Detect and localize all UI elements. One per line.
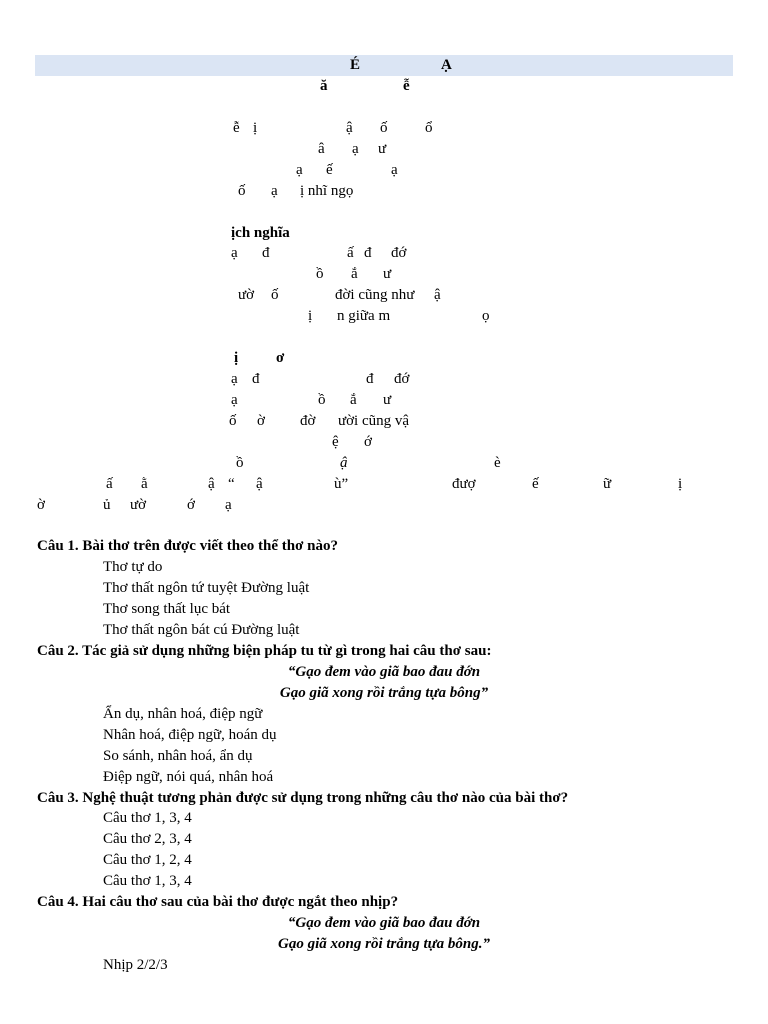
note-fragment: “ xyxy=(228,476,235,492)
poem-fragment: ờ xyxy=(257,413,265,429)
poem-fragment: ọ xyxy=(482,308,490,324)
question-2-option-b[interactable]: Nhân hoá, điệp ngữ, hoán dụ xyxy=(103,727,277,743)
poem-fragment: đớ xyxy=(394,371,410,387)
poem-fragment: ạ xyxy=(391,162,398,178)
title-fragment: Ạ xyxy=(441,57,452,73)
poem-fragment: n giữa m xyxy=(337,308,391,324)
poem-fragment: ạ xyxy=(231,245,238,261)
poem-fragment: ệ xyxy=(332,434,339,450)
poem-fragment: ồ xyxy=(236,455,244,471)
question-3-option-d[interactable]: Câu thơ 1, 3, 4 xyxy=(103,873,192,889)
poem-fragment: ạ xyxy=(352,141,359,157)
subtitle-fragment: ă xyxy=(320,78,328,94)
question-4-option-a[interactable]: Nhịp 2/2/3 xyxy=(103,957,168,973)
poem-fragment: ớ xyxy=(364,434,372,450)
poem-fragment: ạ xyxy=(231,392,238,408)
note-fragment: ế xyxy=(532,476,539,492)
question-2-quote-line-2: Gạo giã xong rồi trắng tựa bông” xyxy=(279,685,489,701)
question-1-option-a[interactable]: Thơ tự do xyxy=(103,559,163,575)
poem-fragment: ấ xyxy=(347,245,354,261)
poem-fragment: ười cũng vậ xyxy=(338,413,410,429)
poem-fragment: ậ xyxy=(434,287,441,303)
question-2-option-a[interactable]: Ẩn dụ, nhân hoá, điệp ngữ xyxy=(103,706,263,722)
note-fragment: ủ xyxy=(103,497,111,513)
poem-fragment: ạ xyxy=(271,183,278,199)
poem-fragment: ư xyxy=(383,392,392,408)
poem-fragment: ư xyxy=(383,266,392,282)
question-4-quote-line-1: “Gạo đem vào giã bao đau đớn xyxy=(287,915,481,931)
question-2-label: Câu 2. Tác giả sử dụng những biện pháp tu từ gì trong hai câu thơ sau: xyxy=(37,643,492,659)
poem-fragment: ị nhĩ ngọ xyxy=(300,183,354,199)
poem-fragment: đời cũng như xyxy=(335,287,415,303)
question-2-option-c[interactable]: So sánh, nhân hoá, ẩn dụ xyxy=(103,748,253,764)
title-highlight-bar xyxy=(35,55,733,76)
note-fragment: ù” xyxy=(334,476,349,492)
question-3-label: Câu 3. Nghệ thuật tương phản được sử dụng trong những câu thơ nào của bài thơ? xyxy=(37,790,569,806)
note-fragment: ằ xyxy=(141,476,148,492)
question-2-quote-line-1: “Gạo đem vào giã bao đau đớn xyxy=(287,664,481,680)
poem-fragment: ị xyxy=(308,308,313,324)
section-heading: ịch nghĩa xyxy=(231,225,290,241)
poem-fragment: ậ xyxy=(346,120,353,136)
note-fragment: ữ xyxy=(603,476,612,492)
poem-fragment: ố xyxy=(271,287,279,303)
poem-fragment: ư xyxy=(378,141,387,157)
poem-fragment: đờ xyxy=(300,413,316,429)
note-fragment: đượ xyxy=(452,476,476,492)
title-fragment: É xyxy=(350,57,361,73)
poem-fragment: đớ xyxy=(391,245,407,261)
note-fragment: ạ xyxy=(225,497,232,513)
question-1-option-d[interactable]: Thơ thất ngôn bát cú Đường luật xyxy=(103,622,300,638)
question-4-quote-line-2: Gạo giã xong rồi trắng tựa bông.” xyxy=(278,936,490,952)
poem-fragment: ố xyxy=(380,120,388,136)
poem-fragment: ậ xyxy=(340,455,348,471)
poem-fragment: ố xyxy=(238,183,246,199)
question-2-option-d[interactable]: Điệp ngữ, nói quá, nhân hoá xyxy=(103,769,274,785)
subtitle-fragment: ễ xyxy=(403,78,410,94)
poem-fragment: ị xyxy=(253,120,258,136)
poem-fragment: ế xyxy=(326,162,333,178)
poem-fragment: ố xyxy=(229,413,237,429)
poem-fragment: ạ xyxy=(231,371,238,387)
poem-fragment: ắ xyxy=(350,392,357,408)
question-3-option-b[interactable]: Câu thơ 2, 3, 4 xyxy=(103,831,192,847)
poem-fragment: ắ xyxy=(351,266,358,282)
question-3-option-a[interactable]: Câu thơ 1, 3, 4 xyxy=(103,810,192,826)
note-fragment: ườ xyxy=(130,497,147,513)
poem-fragment: ạ xyxy=(296,162,303,178)
poem-fragment: ổ xyxy=(425,120,433,136)
note-fragment: ớ xyxy=(187,497,195,513)
question-1-label: Câu 1. Bài thơ trên được viết theo thể thơ nào? xyxy=(37,538,338,554)
poem-fragment: ườ xyxy=(238,287,255,303)
poem-fragment: ễ xyxy=(233,120,240,136)
poem-fragment: đ xyxy=(252,371,260,387)
question-3-option-c[interactable]: Câu thơ 1, 2, 4 xyxy=(103,852,192,868)
note-fragment: ị xyxy=(678,476,683,492)
section-heading: ơ xyxy=(276,350,285,366)
poem-fragment: đ xyxy=(366,371,374,387)
section-heading: ị xyxy=(234,350,239,366)
poem-fragment: đ xyxy=(262,245,270,261)
poem-fragment: è xyxy=(494,455,501,471)
note-fragment: ờ xyxy=(37,497,45,513)
question-1-option-b[interactable]: Thơ thất ngôn tứ tuyệt Đường luật xyxy=(103,580,310,596)
poem-fragment: đ xyxy=(364,245,372,261)
poem-fragment: ồ xyxy=(318,392,326,408)
question-1-option-c[interactable]: Thơ song thất lục bát xyxy=(103,601,231,617)
poem-fragment: ồ xyxy=(316,266,324,282)
note-fragment: ậ xyxy=(208,476,215,492)
question-4-label: Câu 4. Hai câu thơ sau của bài thơ được ngắt theo nhịp? xyxy=(37,894,399,910)
note-fragment: ậ xyxy=(256,476,263,492)
note-fragment: ấ xyxy=(106,476,113,492)
poem-fragment: â xyxy=(318,141,325,157)
